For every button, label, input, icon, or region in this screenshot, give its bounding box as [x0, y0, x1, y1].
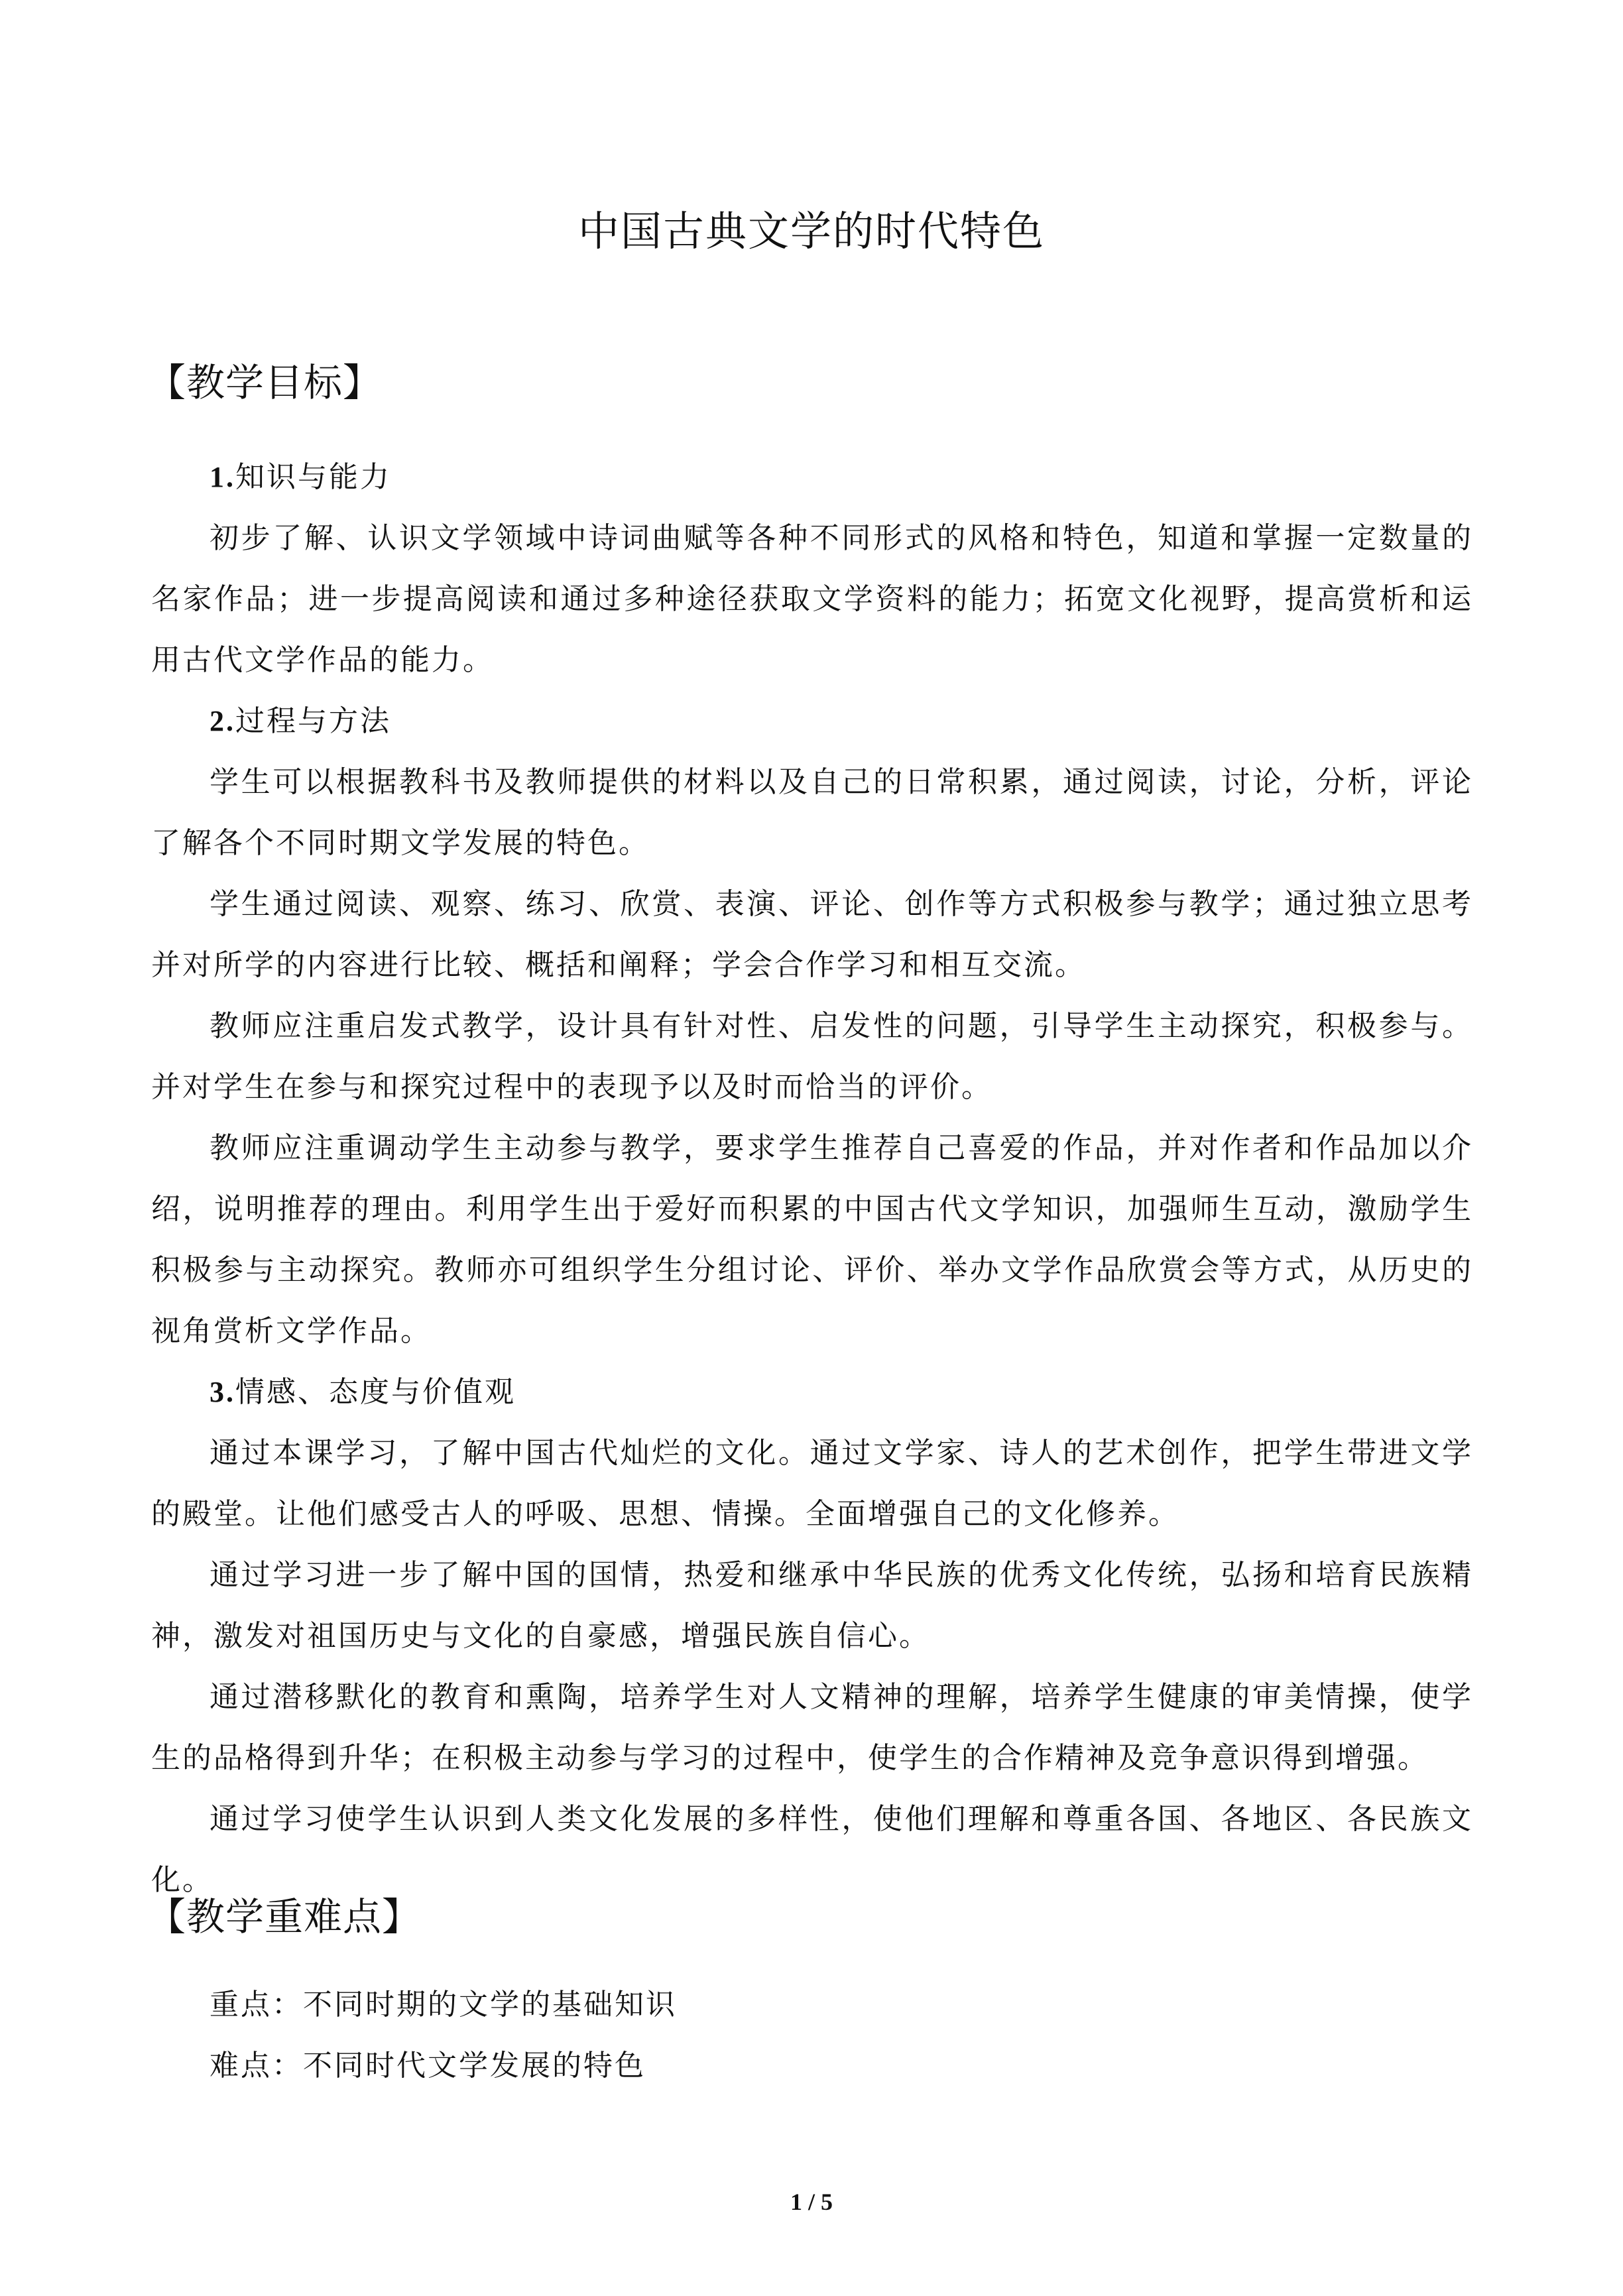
- paragraph: 初步了解、认识文学领域中诗词曲赋等各种不同形式的风格和特色，知道和掌握一定数量的名家作品；进一步提高阅读和通过多种途径获取文学资料的能力；拓宽文化视野，提高赏析和运用古代文学作品的能力。: [151, 521, 1473, 677]
- paragraph: 通过学习进一步了解中国的国情，热爱和继承中华民族的优秀文化传统，弘扬和培育民族精神，激发对祖国历史与文化的自豪感，增强民族自信心。: [151, 1558, 1473, 1653]
- paragraph: 学生可以根据教科书及教师提供的材料以及自己的日常积累，通过阅读，讨论，分析，评论了解各个不同时期文学发展的特色。: [151, 765, 1473, 860]
- page-title: 中国古典文学的时代特色: [577, 207, 1045, 255]
- paragraph: 教师应注重调动学生主动参与教学，要求学生推荐自己喜爱的作品，并对作者和作品加以介绍，说明推荐的理由。利用学生出于爱好而积累的中国古代文学知识，加强师生互动，激励学生积极参与主动探究。教师亦可组织学生分组讨论、评价、举办文学作品欣赏会等方式，从历史的视角赏析文学作品。: [151, 1131, 1473, 1348]
- section-heading-objectives: 【教学目标】: [147, 360, 383, 405]
- subheading-values: [151, 1362, 1473, 1423]
- paragraph: 通过本课学习，了解中国古代灿烂的文化。通过文学家、诗人的艺术创作，把学生带进文学的殿堂。让他们感受古人的呼吸、思想、情操。全面增强自己的文化修养。: [151, 1436, 1473, 1531]
- subheading-number: 2.: [210, 705, 235, 737]
- subheading-label: 过程与方法: [235, 704, 391, 738]
- key-point-difficulty: 难点：不同时代文学发展的特色: [210, 2049, 646, 2083]
- subheading-number: 1.: [210, 461, 235, 493]
- paragraph: 通过学习使学生认识到人类文化发展的多样性，使他们理解和尊重各国、各地区、各民族文化。: [151, 1802, 1473, 1897]
- key-point-focus: 重点：不同时期的文学的基础知识: [210, 1988, 677, 2022]
- subheading-number: 3.: [210, 1376, 235, 1408]
- section-heading-key-points: 【教学重难点】: [147, 1894, 422, 1939]
- paragraph: 通过潜移默化的教育和熏陶，培养学生对人文精神的理解，培养学生健康的审美情操，使学生的品格得到升华；在积极主动参与学习的过程中，使学生的合作精神及竞争意识得到增强。: [151, 1680, 1473, 1775]
- subheading-knowledge: [151, 447, 1473, 508]
- paragraph: 学生通过阅读、观察、练习、欣赏、表演、评论、创作等方式积极参与教学；通过独立思考并对所学的内容进行比较、概括和阐释；学会合作学习和相互交流。: [151, 887, 1473, 982]
- page-number: 1 / 5: [790, 2189, 833, 2215]
- subheading-label: 情感、态度与价值观: [235, 1375, 516, 1409]
- objectives-body: [151, 447, 1473, 1911]
- subheading-process: [151, 691, 1473, 752]
- subheading-label: 知识与能力: [235, 460, 391, 494]
- paragraph: 教师应注重启发式教学，设计具有针对性、启发性的问题，引导学生主动探究，积极参与。并对学生在参与和探究过程中的表现予以及时而恰当的评价。: [151, 1009, 1473, 1104]
- key-points-body: [151, 1974, 1473, 2096]
